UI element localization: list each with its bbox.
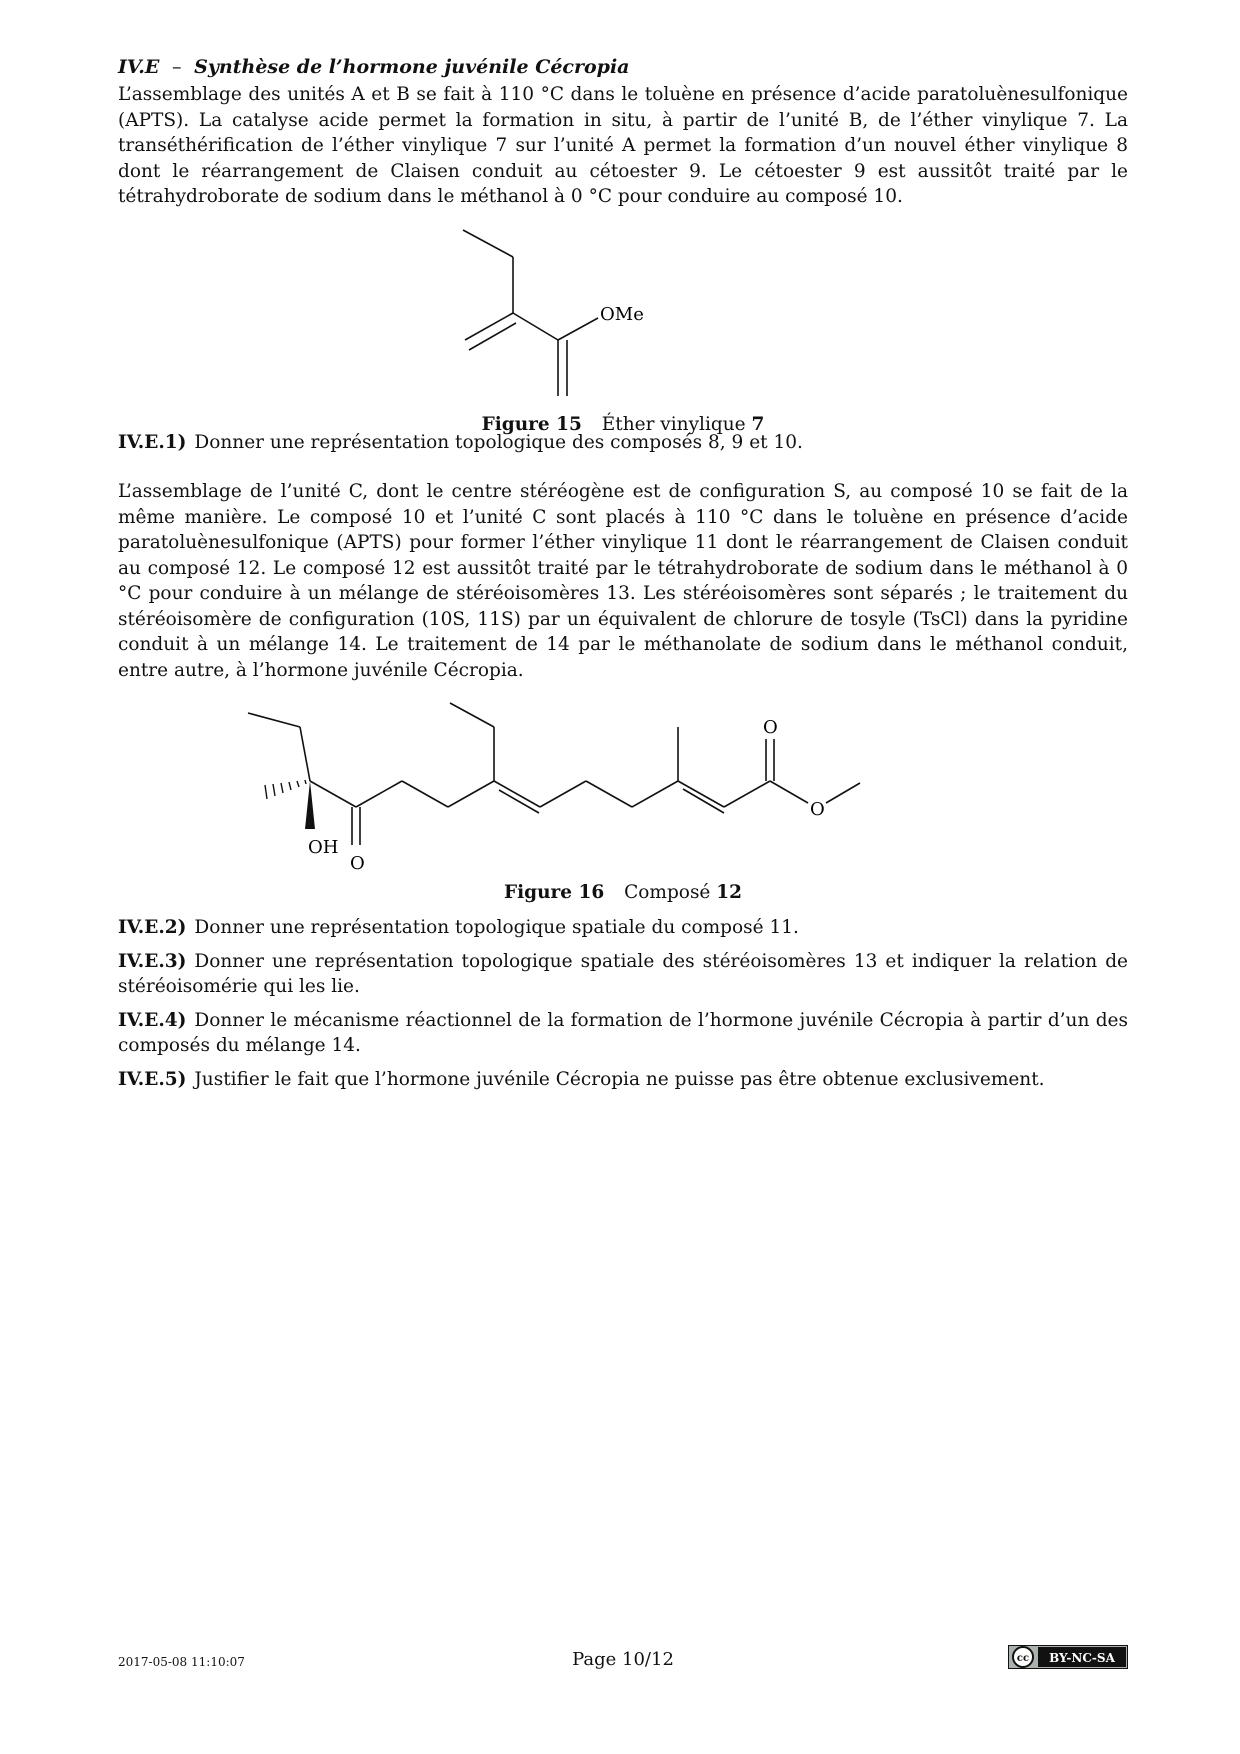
question-list (118, 915, 1128, 1092)
question-number: IV.E.5) (118, 1068, 187, 1090)
question-number: IV.E.1) (118, 431, 187, 453)
ester-o-label: O (810, 799, 825, 820)
question-iv-e-5 (118, 1067, 1128, 1093)
section-number: IV.E (118, 56, 160, 78)
figure-16 (118, 683, 1128, 905)
figure-15-label: Figure 15 (481, 413, 582, 435)
license-text: BY-NC-SA (1049, 1651, 1115, 1665)
question-iv-e-4 (118, 1008, 1128, 1059)
question-number: IV.E.4) (118, 1009, 187, 1031)
figure-16-label: Figure 16 (503, 882, 605, 903)
figure-15-caption (118, 414, 1128, 435)
figure-15-caption-text: Éther vinylique (601, 413, 746, 435)
ether-7-bonds (463, 230, 598, 396)
question-iv-e-2 (118, 915, 1128, 941)
figure-15 (118, 210, 1128, 435)
footer-date: 2017-05-08 11:10:07 (118, 1655, 245, 1669)
figure-15-structure (118, 210, 1128, 410)
carbonyl-o-label: O (763, 717, 778, 738)
section-title (118, 56, 1128, 78)
ome-label: OMe (600, 303, 644, 325)
question-number: IV.E.3) (118, 950, 187, 972)
hashed-bond (265, 780, 306, 799)
figure-16-caption (118, 882, 1128, 903)
section-separator: – (172, 56, 182, 78)
question-iv-e-3 (118, 949, 1128, 1000)
question-text: Donner le mécanisme réactionnel de la formation de l’hormone juvénile Cécropia à partir d’un des composés du mélange 14. (118, 1009, 1128, 1056)
figure-16-compound: 12 (716, 882, 743, 903)
question-text: Donner une représentation topologique spatiale des stéréoisomères 13 et indiquer la relation de stéréoisomérie qui les lie. (118, 950, 1128, 997)
question-text: Justifier le fait que l’hormone juvénile Cécropia ne puisse pas être obtenue exclusivement. (194, 1068, 1045, 1090)
figure-15-compound: 7 (751, 413, 765, 435)
wedge-bond (305, 781, 315, 829)
assembly-paragraph: L’assemblage de l’unité C, dont le centre stéréogène est de configuration S, au composé 10 se fait de la même manière. Le composé 10 et l’unité C sont placés à 110 °C dans le toluène en présence d’acide paratoluènesulfonique (APTS) pour former l’éther vinylique 11 dont le réarrangement de Claisen conduit au composé 12. Le composé 12 est aussitôt traité par le tétrahydroborate de sodium dans le méthanol à 0 °C pour conduire à un mélange de stéréoisomères 13. Les stéréoisomères sont séparés ; le traitement du stéréoisomère de configuration (10S, 11S) par un équivalent de chlorure de tosyle (TsCl) dans la pyridine conduit à un mélange 14. Le traitement de 14 par le méthanolate de sodium dans le méthanol conduit, entre autre, à l’hormone juvénile Cécropia. (118, 481, 1128, 681)
oh-label: OH (308, 837, 339, 858)
document-page (118, 56, 1128, 1100)
question-text: Donner une représentation topologique spatiale du composé 11. (194, 917, 799, 938)
page-footer (118, 1645, 1128, 1675)
cc-text: cc (1016, 1653, 1030, 1664)
page-number: Page 10/12 (572, 1649, 674, 1670)
figure-16-structure (118, 683, 1128, 878)
ketone-o-label: O (350, 853, 365, 874)
figure-16-caption-text: Composé (624, 882, 711, 903)
license-badge (1008, 1645, 1128, 1673)
question-text: Donner une représentation topologique des composés 8, 9 et 10. (194, 431, 803, 453)
cc-license-icon (1008, 1645, 1128, 1669)
section-title-text: Synthèse de l’hormone juvénile Cécropia (194, 56, 630, 78)
question-number: IV.E.2) (118, 917, 187, 938)
intro-paragraph: L’assemblage des unités A et B se fait à 110 °C dans le toluène en présence d’acide paratoluènesulfonique (APTS). La catalyse acide permet la formation in situ, à partir de l’unité B, de l’éther vinylique 7. La transéthérification de l’éther vinylique 7 sur l’unité A permet la formation d’un nouvel éther vinylique 8 dont le réarrangement de Claisen conduit au cétoester 9. Le cétoester 9 est aussitôt traité par le tétrahydroborate de sodium dans le méthanol à 0 °C pour conduire au composé 10. (118, 84, 1128, 207)
